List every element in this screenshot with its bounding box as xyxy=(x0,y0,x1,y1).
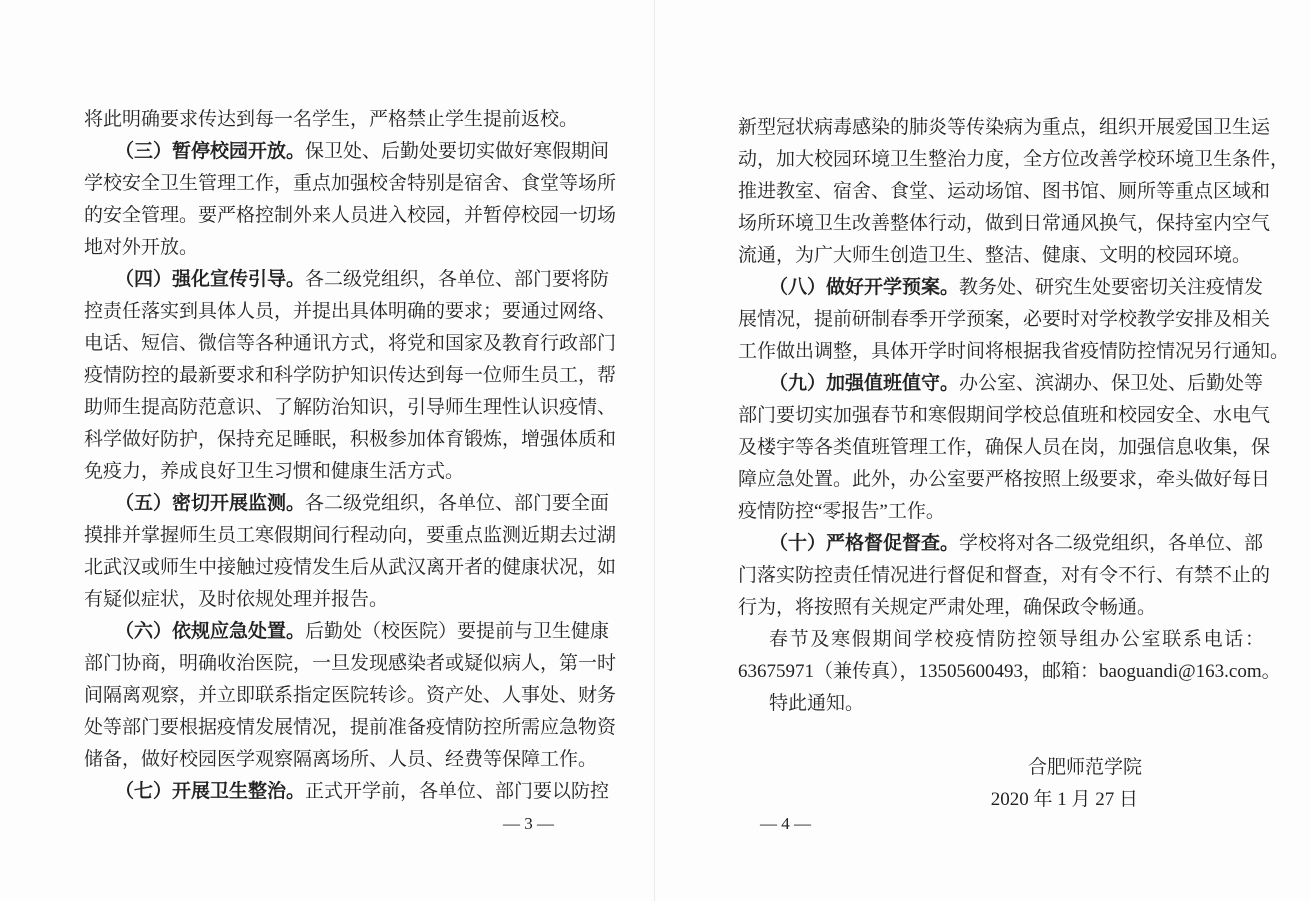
section-heading: （八）做好开学预案。 xyxy=(769,277,960,298)
section-heading: （九）加强值班值守。 xyxy=(769,373,960,394)
text-line: 控责任落实到具体人员，并提出具体明确的要求；要通过网络、 xyxy=(84,301,617,322)
text-line: 2020 年 1 月 27 日 xyxy=(990,789,1138,810)
text-line: 将此明确要求传达到每一名学生，严格禁止学生提前返校。 xyxy=(84,109,579,130)
section-heading: （六）依规应急处置。 xyxy=(115,621,306,642)
text-line: 障应急处置。此外，办公室要严格按照上级要求，牵头做好每日 xyxy=(738,469,1271,490)
section-heading: （四）强化宣传引导。 xyxy=(115,269,306,290)
section-heading: （七）开展卫生整治。 xyxy=(115,781,306,802)
text-line: 场所环境卫生改善整体行动，做到日常通风换气，保持室内空气 xyxy=(738,213,1271,234)
text-line: （七）开展卫生整治。正式开学前，各单位、部门要以防控 xyxy=(115,781,610,802)
text-line: 的安全管理。要严格控制外来人员进入校园，并暂停校园一切场 xyxy=(84,205,617,226)
text-line: 合肥师范学院 xyxy=(1027,757,1142,778)
text-line: 流通，为广大师生创造卫生、整洁、健康、文明的校园环境。 xyxy=(738,245,1252,266)
section-heading: （五）密切开展监测。 xyxy=(115,493,306,514)
text-line: 及楼宇等各类值班管理工作，确保人员在岗，加强信息收集，保 xyxy=(738,437,1271,458)
text-line: 展情况，提前研制春季开学预案，必要时对学校教学安排及相关 xyxy=(738,309,1271,330)
text-line: （四）强化宣传引导。各二级党组织，各单位、部门要将防 xyxy=(115,269,610,290)
text-line: 电话、短信、微信等各种通讯方式，将党和国家及教育行政部门 xyxy=(84,333,617,354)
text-line: 63675971（兼传真），13505600493，邮箱：baoguandi@163.com。 xyxy=(738,661,1281,682)
text-line: （十）严格督促督查。学校将对各二级党组织，各单位、部 xyxy=(769,533,1264,554)
page-number-4: — 4 — xyxy=(760,814,811,833)
section-heading: （十）严格督促督查。 xyxy=(769,533,960,554)
text-line: 部门要切实加强春节和寒假期间学校总值班和校园安全、水电气 xyxy=(738,405,1271,426)
text-line: 摸排并掌握师生员工寒假期间行程动向，要重点监测近期去过湖 xyxy=(84,525,617,546)
text-line: （九）加强值班值守。办公室、滨湖办、保卫处、后勤处等 xyxy=(769,373,1264,394)
text-line: 科学做好防护，保持充足睡眠，积极参加体育锻炼，增强体质和 xyxy=(84,429,617,450)
text-line: （八）做好开学预案。教务处、研究生处要密切关注疫情发 xyxy=(769,277,1264,298)
page-4-body xyxy=(738,112,1290,816)
text-line: 学校安全卫生管理工作，重点加强校舍特别是宿舍、食堂等场所 xyxy=(84,173,617,194)
text-line: （三）暂停校园开放。保卫处、后勤处要切实做好寒假期间 xyxy=(115,141,610,162)
text-line: 部门协商，明确收治医院，一旦发现感染者或疑似病人，第一时 xyxy=(84,653,617,674)
page-number-3: — 3 — xyxy=(503,814,554,833)
text-line: 处等部门要根据疫情发展情况，提前准备疫情防控所需应急物资 xyxy=(84,717,617,738)
text-line: 储备，做好校园医学观察隔离场所、人员、经费等保障工作。 xyxy=(84,749,598,770)
text-line: 工作做出调整，具体开学时间将根据我省疫情防控情况另行通知。 xyxy=(738,341,1290,362)
text-line: 特此通知。 xyxy=(769,693,865,714)
text-line: 免疫力，养成良好卫生习惯和健康生活方式。 xyxy=(84,461,465,482)
text-line: 春节及寒假期间学校疫情防控领导组办公室联系电话： xyxy=(769,629,1264,650)
text-line: 推进教室、宿舍、食堂、运动场馆、图书馆、厕所等重点区域和 xyxy=(738,181,1271,202)
text-line: 门落实防控责任情况进行督促和督查，对有令不行、有禁不止的 xyxy=(738,565,1271,586)
section-heading: （三）暂停校园开放。 xyxy=(115,141,306,162)
text-line: 助师生提高防范意识、了解防治知识，引导师生理性认识疫情、 xyxy=(84,397,617,418)
text-line: 动，加大校园环境卫生整治力度，全方位改善学校环境卫生条件， xyxy=(738,149,1290,170)
page-divider xyxy=(654,0,655,901)
text-line: 地对外开放。 xyxy=(84,237,199,258)
page-3-body xyxy=(84,104,616,808)
text-line: （六）依规应急处置。后勤处（校医院）要提前与卫生健康 xyxy=(115,621,610,642)
text-line: 疫情防控的最新要求和科学防护知识传达到每一位师生员工，帮 xyxy=(84,365,617,386)
text-line: 有疑似症状，及时依规处理并报告。 xyxy=(84,589,389,610)
text-line xyxy=(738,720,1264,752)
text-line: 北武汉或师生中接触过疫情发生后从武汉离开者的健康状况，如 xyxy=(84,557,617,578)
text-line: 疫情防控“零报告”工作。 xyxy=(738,501,945,522)
text-line: （五）密切开展监测。各二级党组织，各单位、部门要全面 xyxy=(115,493,610,514)
text-line: 新型冠状病毒感染的肺炎等传染病为重点，组织开展爱国卫生运 xyxy=(738,117,1271,138)
text-line: 间隔离观察，并立即联系指定医院转诊。资产处、人事处、财务 xyxy=(84,685,617,706)
text-line: 行为，将按照有关规定严肃处理，确保政令畅通。 xyxy=(738,597,1157,618)
